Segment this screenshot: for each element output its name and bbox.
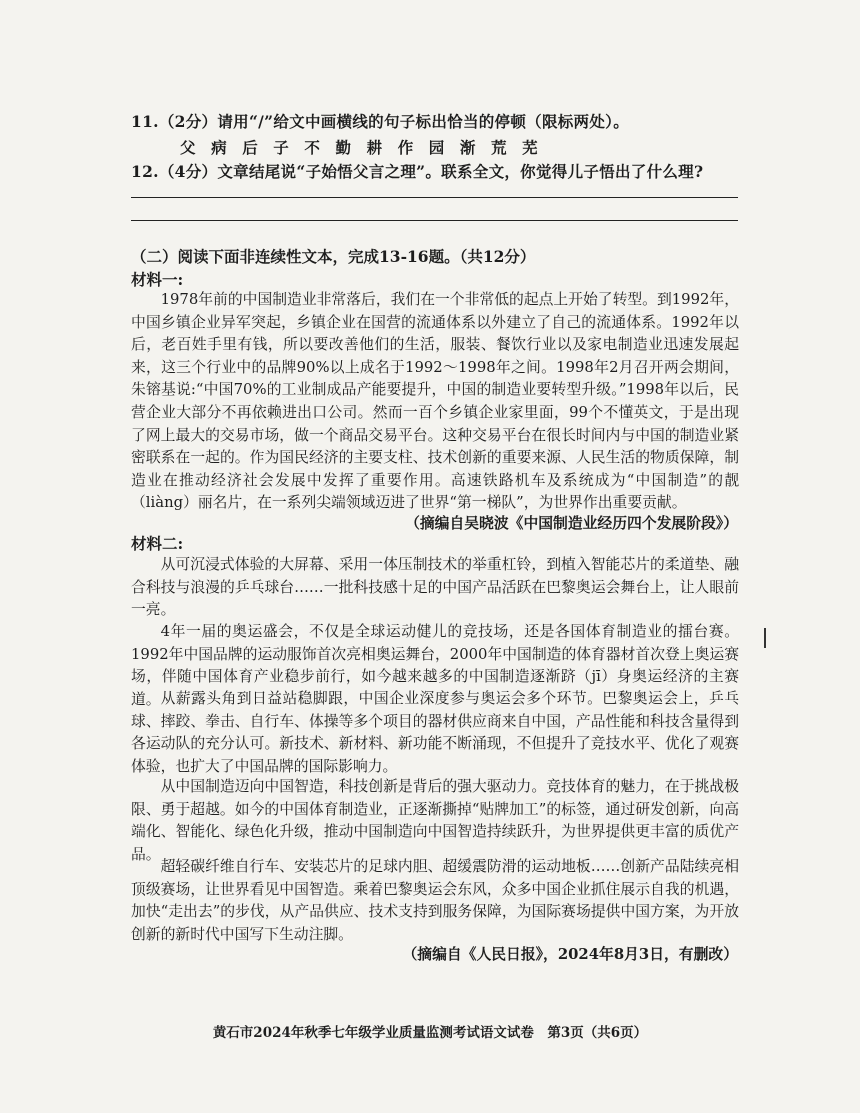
question-12: 12.（4分）文章结尾说“子始悟父言之理”。联系全文，你觉得儿子悟出了什么理?: [131, 162, 704, 181]
material-2-source: （摘编自《人民日报》，2024年8月3日，有删改）: [402, 946, 738, 963]
material-2-paragraph: 4年一届的奥运盛会，不仅是全球运动健儿的竞技场，还是各国体育制造业的擂台赛。1992年中国品牌的运动服饰首次亮相奥运舞台，2000年中国制造的体育器材首次登上奥运赛场，伴随中国体育产业稳步前行，如今越来越多的中国制造逐渐跻（jī）身奥运经济的主赛道。: [131, 623, 740, 708]
material-2-paragraph: 从可沉浸式体验的大屏幕、采用一体压制技术的举重杠铃，到植入智能芯片的柔道垫、融合科技与浪漫的乒乓球台……一批科技感十足的中国产品活跃在巴黎奥运会舞台上，让人眼前一亮。: [131, 556, 739, 619]
material-1-source: （摘编自吴晓波《中国制造业经历四个发展阶段》）: [405, 515, 738, 532]
material-1-label: 材料一:: [131, 270, 184, 289]
material-2-label: 材料二:: [131, 534, 184, 553]
material-2-paragraph: 超轻碳纤维自行车、安装芯片的足球内胆、超缓震防滑的运动地板……创新产品陆续亮相顶级赛场，让世界看见中国智造。乘着巴黎奥运会东风，众多中国企业抓住展示自我的机遇，加快“走出去”的步伐，从产品供应、技术支持到服务保障，为国际赛场提供中国方案，为开放创新的新时代中国写下生动注脚。: [131, 858, 739, 943]
page-footer: 黄石市2024年秋季七年级学业质量监测考试语文试卷 第3页（共6页）: [212, 1025, 648, 1041]
margin-mark: [764, 628, 766, 648]
material-2-paragraph: 从薪露头角到日益站稳脚跟，中国企业深度参与奥运会多个环节。巴黎奥运会上，乒乓球、摔跤、拳击、自行车、体操等多个项目的器材供应商来自中国，产品性能和科技含量得到各运动队的充分认可。新技术、新材料、新功能不断涌现，不但提升了竞技水平、优化了观赛体验，也扩大了中国品牌的国际影响力。: [131, 690, 739, 775]
answer-line: [131, 197, 738, 198]
question-11-sentence: 父病后子不勤耕作园渐荒芜: [180, 138, 554, 157]
section-2-heading: （二）阅读下面非连续性文本，完成13-16题。（共12分）: [131, 247, 536, 266]
material-1-paragraph: 1978年前的中国制造业非常落后，我们在一个非常低的起点上开始了转型。到1992年，中国乡镇企业异军突起，乡镇企业在国营的流通体系以外建立了自己的流通体系。1992年以后，老百姓手里有钱，所以要改善他们的生活，服装、餐饮行业以及家电制造业迅速发展起来，这三个行业中的品牌90%以上成名于1992～1998年之间。1998年2月召开两会期间，朱镕基说:“中国70%的工业制成品产能要提升，中国的制造业要转型升级。”1998年以后，民营企业大部分不再依赖进出口公司。然而一百个乡镇企业家里面，99个不懂英文，于是出现了网上最大的交易市场，做一个商品交易平台。这种交易平台在很长时间内与中国的制造业紧密联系在一起的。作为国民经济的主要支柱、技术创新的重要来源、人民生活的物质保障，制造业在推动经济社会发展中发挥了重要作用。高速铁路机车及系统成为“中国制造”的靓（liàng）丽名片，在一系列尖端领域迈进了世界“第一梯队”，为世界作出重要贡献。: [131, 291, 740, 512]
material-2-paragraph: 从中国制造迈向中国智造，科技创新是背后的强大驱动力。竞技体育的魅力，在于挑战极限、勇于超越。如今的中国体育制造业，正逐渐撕掉“贴牌加工”的标签，通过研发创新，向高端化、智能化、绿色化升级，推动中国制造向中国智造持续跃升，为世界提供更丰富的质优产品。: [131, 778, 739, 863]
question-11: 11.（2分）请用“/”给文中画横线的句子标出恰当的停顿（限标两处）。: [131, 112, 629, 131]
answer-line: [131, 220, 738, 221]
